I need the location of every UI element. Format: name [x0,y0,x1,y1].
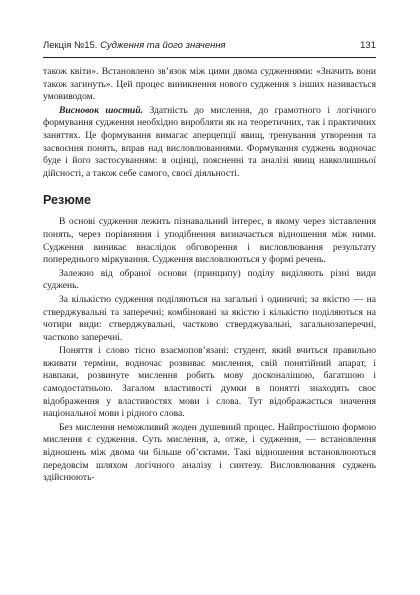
page-number: 131 [360,40,376,51]
paragraph: Залежно від обраної основи (принципу) поділу виділяють різні види суджень. [43,267,376,292]
paragraph-text: Здатність до мислення, до грамотного і логічного формування судження необхідно виробляти як на теоретичних, так і практичних заняттях. Це формування вимагає аперцепції явищ, тренування утворення та засвоєння понять, вправ над висловлюваннями. Формування суджень водночас буде і його застосуванням: в оцінці, поясненні та аналізі явищ навколишньої дійсності, а також себе самого, своєї діяльності. [43,104,376,179]
paragraph: Без мислення неможливий жоден душевний процес. Найпростішою формою мислення є судження. Суть мислення, а, отже, і судження, — встановлення відношень між двома чи більше об’єктами. Такі відношення встановлюються передовсім шляхом логічного аналізу і синтезу. Висловлювання суджень здійснюють- [43,421,376,484]
paragraph [43,105,376,181]
header-title [43,40,226,51]
running-header [43,40,376,54]
header-rule [43,57,376,58]
header-lecture: Лекція №15. [43,40,98,51]
conclusion-label: Висновок шостий. [59,104,143,116]
paragraph: Поняття і слово тісно взаємопов’язані: студент, який вчиться правильно вживати терміни, водночас розвиває мислення, свій понятійний апарат, і навпаки, розвинуте мислення робить мову досконалішою, багатшою і самодостатньою. Загалом властивості думки в понятті знаходять своє відображення у властивостях мови і слова. Тут відображається значення національної мови і рідного слова. [43,345,376,420]
paragraph [43,66,376,104]
section-heading: Резюме [43,193,91,208]
paragraph-text: також квіти». Встановлено зв’язок між цими двома судженнями: «Значить вони також загинуть». Цей процес виникнення нового судження з інших називається умовиводом. [43,66,376,103]
header-topic: Судження та його значення [100,40,226,51]
page-body [43,66,376,485]
paragraph: В основі судження лежить пізнавальний інтерес, в якому через зіставлення понять, через порівняння і уподібнення визначається відношення між ними. Судження виникає внаслідок обговорення і висловлювання результату попереднього міркування. Судження висловлюються у формі речень. [43,216,376,266]
paragraph: За кількістю судження поділяються на загальні і одиничні; за якістю — на стверджувальні та заперечні; комбіновані за якістю і кількістю поділяються на чотири види: стверджувальні, частково стверджувальні, загальнозаперечні, частково заперечні. [43,293,376,343]
